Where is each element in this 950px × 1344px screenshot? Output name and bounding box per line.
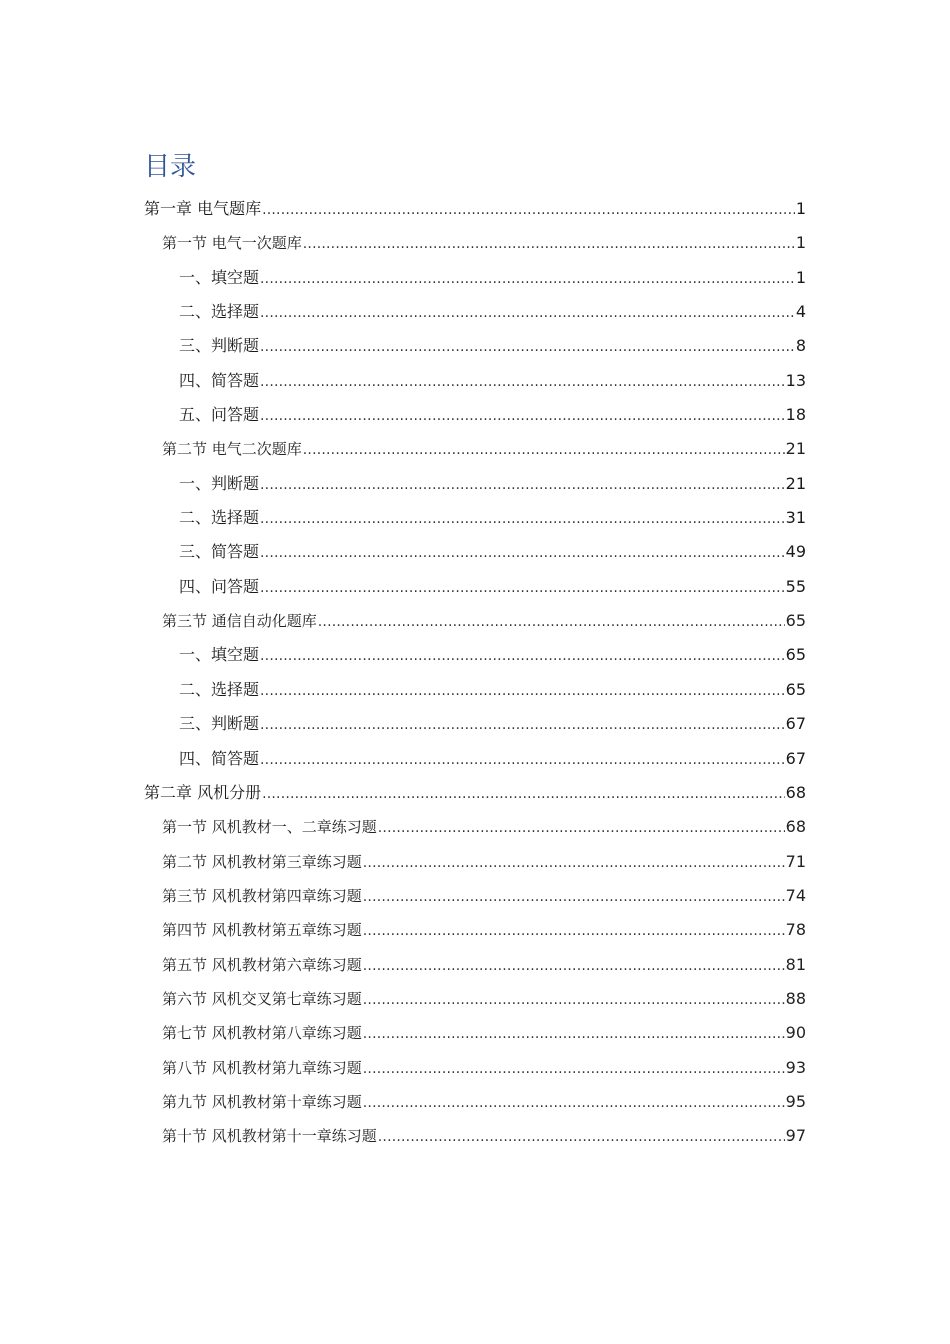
toc-entry[interactable] [144,329,806,363]
toc-dot-leader [363,983,785,1017]
toc-entry-page-number: 55 [785,576,806,596]
toc-dot-leader [260,365,785,399]
toc-dot-leader [363,914,785,948]
table-of-contents [144,192,806,1154]
toc-dot-leader [378,1120,785,1154]
toc-entry[interactable] [144,261,806,295]
toc-entry-page-number: 78 [785,920,806,940]
toc-dot-leader [262,777,785,811]
toc-entry-label: 一、填空题 [179,267,260,287]
toc-dot-leader [363,880,785,914]
toc-dot-leader [303,227,795,261]
toc-entry[interactable] [144,501,806,535]
toc-entry[interactable] [144,432,806,466]
toc-entry-page-number: 21 [785,439,806,459]
toc-entry[interactable] [144,570,806,604]
toc-entry-page-number: 74 [785,885,806,905]
toc-dot-leader [363,1017,785,1051]
toc-dot-leader [363,1086,785,1120]
toc-entry-page-number: 81 [785,954,806,974]
toc-entry[interactable] [144,673,806,707]
toc-entry-label: 第二章 风机分册 [144,782,262,802]
toc-entry-page-number: 65 [785,611,806,631]
toc-entry[interactable] [144,982,806,1016]
toc-entry-page-number: 4 [795,302,806,322]
toc-entry[interactable] [144,295,806,329]
toc-entry[interactable] [144,879,806,913]
toc-entry-label: 四、简答题 [179,748,260,768]
toc-entry-page-number: 71 [785,851,806,871]
toc-dot-leader [260,262,795,296]
toc-entry-label: 第十节 风机教材第十一章练习题 [162,1127,377,1146]
toc-entry-label: 第九节 风机教材第十章练习题 [162,1092,362,1111]
toc-entry-label: 第三节 风机教材第四章练习题 [162,886,362,905]
toc-entry-page-number: 67 [785,748,806,768]
toc-dot-leader [303,433,785,467]
toc-entry-page-number: 68 [785,817,806,837]
toc-dot-leader [260,639,785,673]
toc-entry-label: 第一章 电气题库 [144,199,262,218]
toc-entry[interactable] [144,948,806,982]
toc-entry-label: 第一节 风机教材一、二章练习题 [162,818,377,837]
toc-entry-label: 三、判断题 [179,336,260,356]
toc-entry[interactable] [144,845,806,879]
toc-entry-page-number: 95 [785,1091,806,1111]
toc-entry-page-number: 88 [785,988,806,1008]
toc-entry-page-number: 31 [785,508,806,528]
toc-entry-label: 一、填空题 [179,645,260,665]
toc-dot-leader [318,605,785,639]
toc-entry-label: 五、问答题 [179,405,260,425]
toc-dot-leader [262,193,795,227]
toc-entry-label: 第六节 风机交叉第七章练习题 [162,989,362,1008]
toc-entry[interactable] [144,913,806,947]
toc-entry-page-number: 13 [785,370,806,390]
toc-dot-leader [260,708,785,742]
toc-dot-leader [260,536,785,570]
toc-entry[interactable] [144,398,806,432]
toc-entry-label: 第五节 风机教材第六章练习题 [162,955,362,974]
toc-entry[interactable] [144,192,806,226]
toc-entry[interactable] [144,638,806,672]
toc-entry-label: 第三节 通信自动化题库 [162,612,317,631]
toc-entry-page-number: 18 [785,405,806,425]
toc-entry[interactable] [144,810,806,844]
toc-dot-leader [260,743,785,777]
toc-dot-leader [260,330,795,364]
toc-entry-page-number: 49 [785,542,806,562]
toc-entry-page-number: 67 [785,714,806,734]
toc-entry-label: 二、选择题 [179,508,260,528]
toc-entry-label: 四、简答题 [179,370,260,390]
toc-dot-leader [363,846,785,880]
toc-dot-leader [260,399,785,433]
toc-entry-page-number: 1 [795,233,806,253]
toc-entry-label: 三、判断题 [179,714,260,734]
toc-entry-label: 二、选择题 [179,679,260,699]
toc-entry-page-number: 93 [785,1057,806,1077]
toc-entry[interactable] [144,364,806,398]
toc-entry[interactable] [144,742,806,776]
toc-entry[interactable] [144,226,806,260]
toc-entry[interactable] [144,1016,806,1050]
toc-dot-leader [260,571,785,605]
toc-entry-page-number: 97 [785,1126,806,1146]
toc-dot-leader [363,949,785,983]
toc-dot-leader [378,811,785,845]
toc-entry-label: 第四节 风机教材第五章练习题 [162,921,362,940]
toc-dot-leader [260,296,795,330]
toc-entry-page-number: 1 [795,267,806,287]
toc-entry-label: 第一节 电气一次题库 [162,234,302,253]
toc-entry-label: 第八节 风机教材第九章练习题 [162,1058,362,1077]
toc-entry[interactable] [144,776,806,810]
toc-entry[interactable] [144,467,806,501]
toc-entry-page-number: 90 [785,1023,806,1043]
toc-dot-leader [260,502,785,536]
toc-entry-page-number: 21 [785,473,806,493]
toc-entry-label: 二、选择题 [179,302,260,322]
toc-entry[interactable] [144,1119,806,1153]
toc-entry[interactable] [144,1051,806,1085]
toc-entry[interactable] [144,1085,806,1119]
toc-dot-leader [260,468,785,502]
toc-entry-page-number: 65 [785,645,806,665]
toc-title: 目录 [144,152,197,182]
toc-entry-page-number: 1 [795,199,806,218]
toc-entry-page-number: 68 [785,782,806,802]
toc-entry[interactable] [144,604,806,638]
toc-entry-label: 一、判断题 [179,473,260,493]
toc-dot-leader [260,674,785,708]
toc-entry-page-number: 8 [795,336,806,356]
toc-entry[interactable] [144,707,806,741]
toc-entry-page-number: 65 [785,679,806,699]
toc-entry-label: 第二节 电气二次题库 [162,440,302,459]
toc-entry[interactable] [144,535,806,569]
toc-entry-label: 三、简答题 [179,542,260,562]
toc-entry-label: 第七节 风机教材第八章练习题 [162,1024,362,1043]
toc-entry-label: 第二节 风机教材第三章练习题 [162,852,362,871]
toc-entry-label: 四、问答题 [179,576,260,596]
toc-dot-leader [363,1052,785,1086]
